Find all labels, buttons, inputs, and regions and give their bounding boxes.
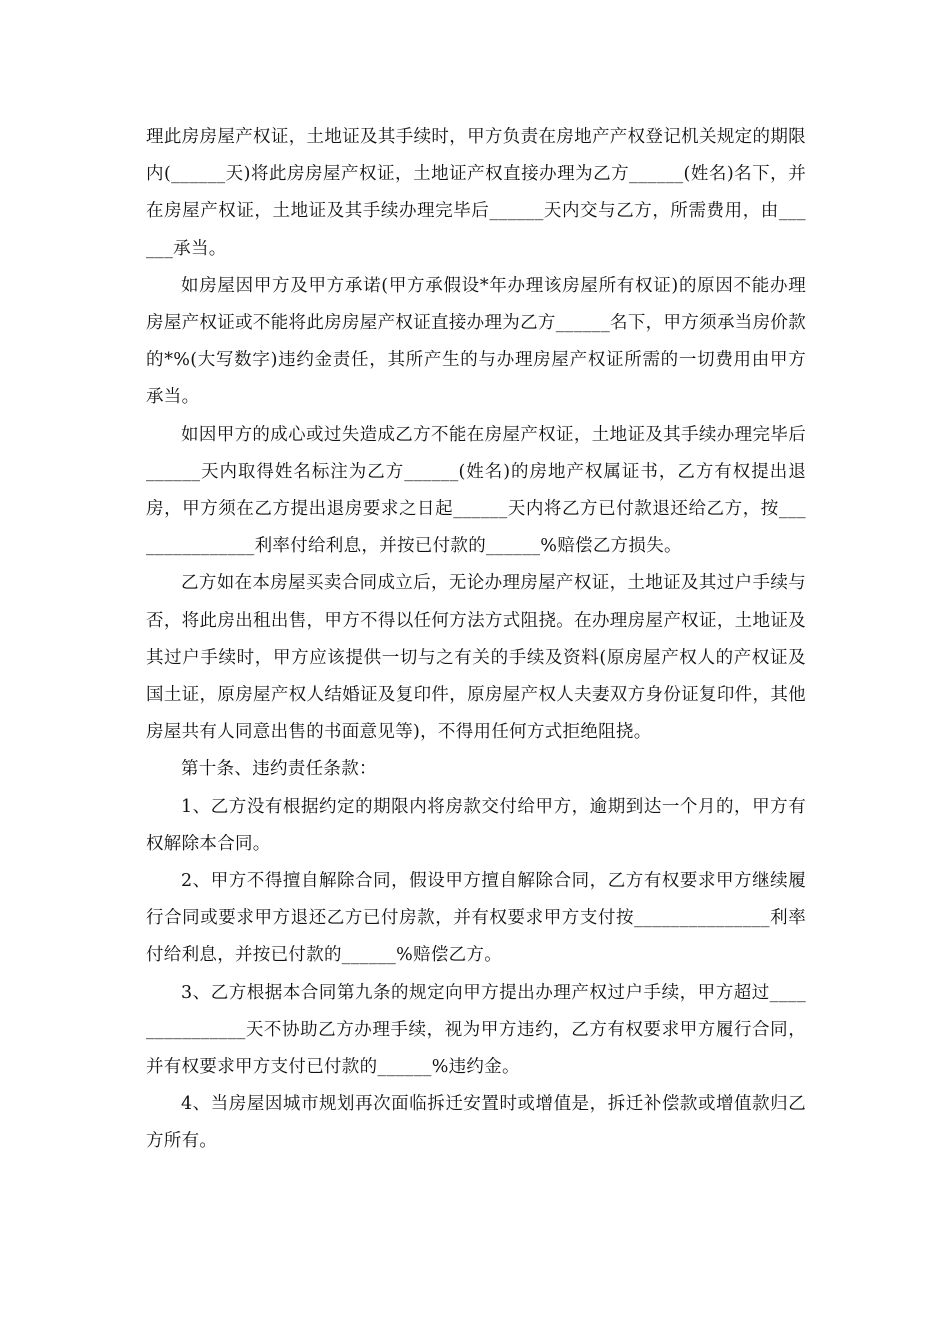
- clause-3: 3、乙方根据本合同第九条的规定向甲方提出办理产权过户手续，甲方超过_______________天不协助乙方办理手续，视为甲方违约，乙方有权要求甲方履行合同，并有权要求甲方支付已付款的______%违约金。: [146, 982, 806, 1078]
- clause-1: 1、乙方没有根据约定的期限内将房款交付给甲方，逾期到达一个月的，甲方有权解除本合同。: [146, 796, 806, 854]
- section-heading-article-10: 第十条、违约责任条款：: [181, 759, 377, 780]
- clause-2: 2、甲方不得擅自解除合同，假设甲方擅自解除合同，乙方有权要求甲方继续履行合同或要求甲方退还乙方已付房款，并有权要求甲方支付按_______________利率付给利息，并按已付款的______%赔偿乙方。: [146, 871, 806, 966]
- document-body: [146, 119, 806, 1161]
- paragraph-continuation: 理此房房屋产权证，土地证及其手续时，甲方负责在房地产产权登记机关规定的期限内(______天)将此房房屋产权证，土地证产权直接办理为乙方______(姓名)名下，并在房屋产权证，土地证及其手续办理完毕后______天内交与乙方，所需费用，由______承当。: [146, 127, 806, 259]
- paragraph-property-certificate-failure: 如房屋因甲方及甲方承诺(甲方承假设*年办理该房屋所有权证)的原因不能办理房屋产权证或不能将此房房屋产权证直接办理为乙方______名下，甲方须承当房价款的*%(大写数字)违约金责任，其所产生的与办理房屋产权证所需的一切费用由甲方承当。: [146, 275, 806, 408]
- clause-4: 4、当房屋因城市规划再次面临拆迁安置时或增值是，拆迁补偿款或增值款归乙方所有。: [146, 1094, 806, 1152]
- paragraph-refund-right: 如因甲方的成心或过失造成乙方不能在房屋产权证，土地证及其手续办理完毕后______天内取得姓名标注为乙方______(姓名)的房地产权属证书，乙方有权提出退房，甲方须在乙方提出退房要求之日起______天内将乙方已付款退还给乙方，按_______________利率付给利息，并按已付款的______%赔偿乙方损失。: [146, 424, 806, 557]
- paragraph-rent-sale-right: 乙方如在本房屋买卖合同成立后，无论办理房屋产权证，土地证及其过户手续与否，将此房出租出售，甲方不得以任何方法方式阻挠。在办理房屋产权证，土地证及其过户手续时，甲方应该提供一切与之有关的手续及资料(原房屋产权人的产权证及国土证，原房屋产权人结婚证及复印件，原房屋产权人夫妻双方身份证复印件，其他房屋共有人同意出售的书面意见等)，不得用任何方式拒绝阻挠。: [146, 573, 806, 743]
